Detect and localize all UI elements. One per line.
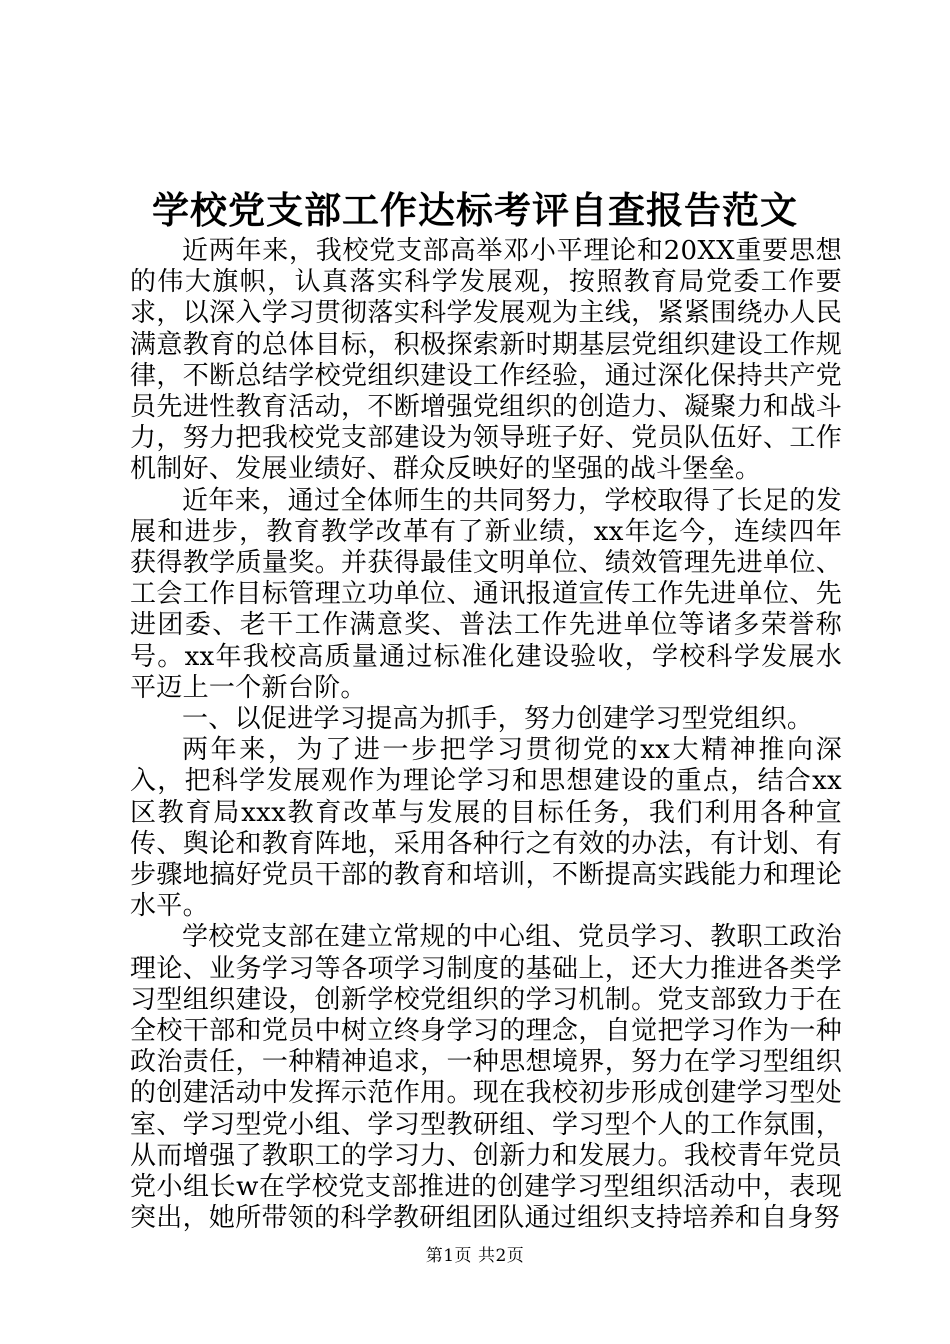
document-title: 学校党支部工作达标考评自查报告范文 — [152, 188, 798, 232]
paragraph-3: 两年来，为了进一步把学习贯彻党的xx大精神推向深入，把科学发展观作为理论学习和思想建设的重点，结合xx区教育局xxx教育改革与发展的目标任务，我们利用各种宣传、舆论和教育阵地，采用各种行之有效的办法，有计划、有步骤地搞好党员干部的教育和培训，不断提高实践能力和理论水平。 — [130, 735, 842, 922]
document-body — [130, 236, 842, 1235]
paragraph-2: 近年来，通过全体师生的共同努力，学校取得了长足的发展和进步，教育教学改革有了新业绩，xx年迄今，连续四年获得教学质量奖。并获得最佳文明单位、绩效管理先进单位、工会工作目标管理立功单位、通讯报道宣传工作先进单位、先进团委、老干工作满意奖、普法工作先进单位等诸多荣誉称号。xx年我校高质量通过标准化建设验收，学校科学发展水平迈上一个新台阶。 — [130, 485, 842, 703]
paragraph-1: 近两年来，我校党支部高举邓小平理论和20XX重要思想的伟大旗帜，认真落实科学发展观，按照教育局党委工作要求，以深入学习贯彻落实科学发展观为主线，紧紧围绕办人民满意教育的总体目标，积极探索新时期基层党组织建设工作规律，不断总结学校党组织建设工作经验，通过深化保持共产党员先进性教育活动，不断增强党组织的创造力、凝聚力和战斗力，努力把我校党支部建设为领导班子好、党员队伍好、工作机制好、发展业绩好、群众反映好的坚强的战斗堡垒。 — [130, 236, 842, 485]
section-heading-1: 一、以促进学习提高为抓手，努力创建学习型党组织。 — [182, 704, 814, 735]
paragraph-4: 学校党支部在建立常规的中心组、党员学习、教职工政治理论、业务学习等各项学习制度的基础上，还大力推进各类学习型组织建设，创新学校党组织的学习机制。党支部致力于在全校干部和党员中树立终身学习的理念，自觉把学习作为一种政治责任，一种精神追求，一种思想境界，努力在学习型组织的创建活动中发挥示范作用。现在我校初步形成创建学习型处室、学习型党小组、学习型教研组、学习型个人的工作氛围，从而增强了教职工的学习力、创新力和发展力。我校青年党员党小组长w在学校党支部推进的创建学习型组织活动中，表现突出，她所带领的科学教研组团队通过组织支持培养和自身努 — [130, 922, 842, 1234]
page-footer: 第1页 共2页 — [425, 1246, 525, 1266]
